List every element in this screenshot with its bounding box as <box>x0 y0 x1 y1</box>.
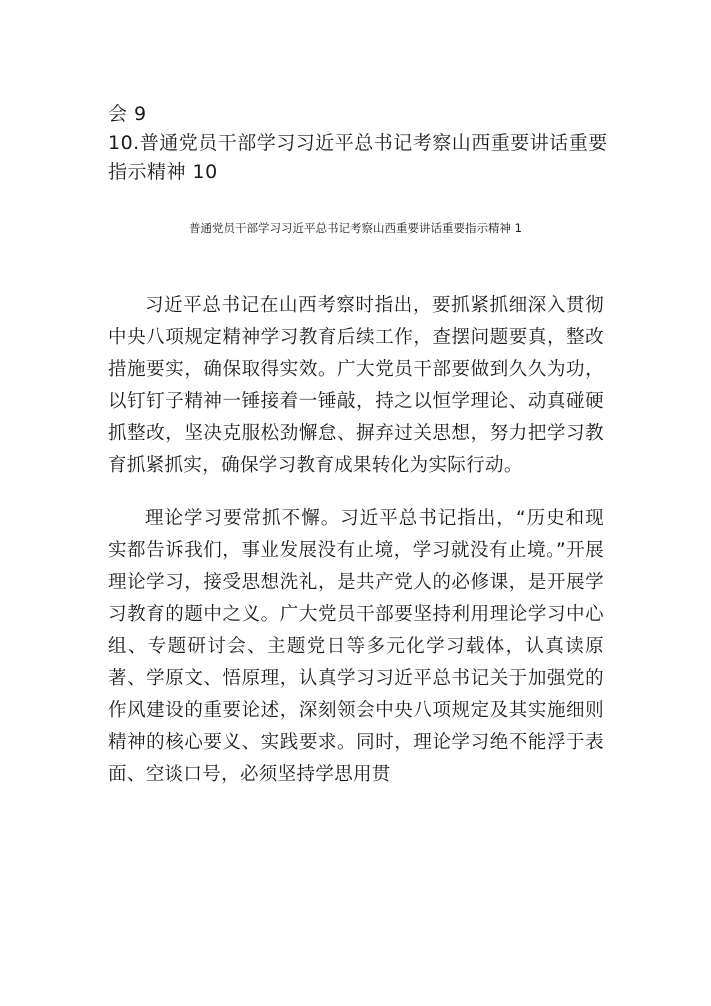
body-paragraph: 习近平总书记在山西考察时指出，要抓紧抓细深入贯彻中央八项规定精神学习教育后续工作，查摆问题要真，整改措施要实，确保取得实效。广大党员干部要做到久久为功，以钉钉子精神一锤接着一锤敲，持之以恒学理论、动真碰硬抓整改，坚决克服松劲懈怠、摒弃过关思想，努力把学习教育抓紧抓实，确保学习教育成果转化为实际行动。 <box>108 295 604 477</box>
toc-entry[interactable]: 指示精神 10 <box>108 161 218 183</box>
toc-entry[interactable]: 会 9 <box>108 103 147 125</box>
toc-entry[interactable]: 10.普通党员干部学习习近平总书记考察山西重要讲话重要 <box>108 132 608 154</box>
body-paragraph: 理论学习要常抓不懈。习近平总书记指出，“历史和现实都告诉我们，事业发展没有止境，学习就没有止境。”开展理论学习，接受思想洗礼，是共产党人的必修课，是开展学习教育的题中之义。广大党员干部要坚持利用理论学习中心组、专题研讨会、主题党日等多元化学习载体，认真读原著、学原文、悟原理，认真学习习近平总书记关于加强党的作风建设的重要论述，深刻领会中央八项规定及其实施细则精神的核心要义、实践要求。同时，理论学习绝不能浮于表面、空谈口号，必须坚持学思用贯 <box>108 507 604 786</box>
article-subtitle: 普通党员干部学习习近平总书记考察山西重要讲话重要指示精神 1 <box>189 221 522 235</box>
table-of-contents <box>108 100 608 187</box>
article-body <box>108 290 604 791</box>
